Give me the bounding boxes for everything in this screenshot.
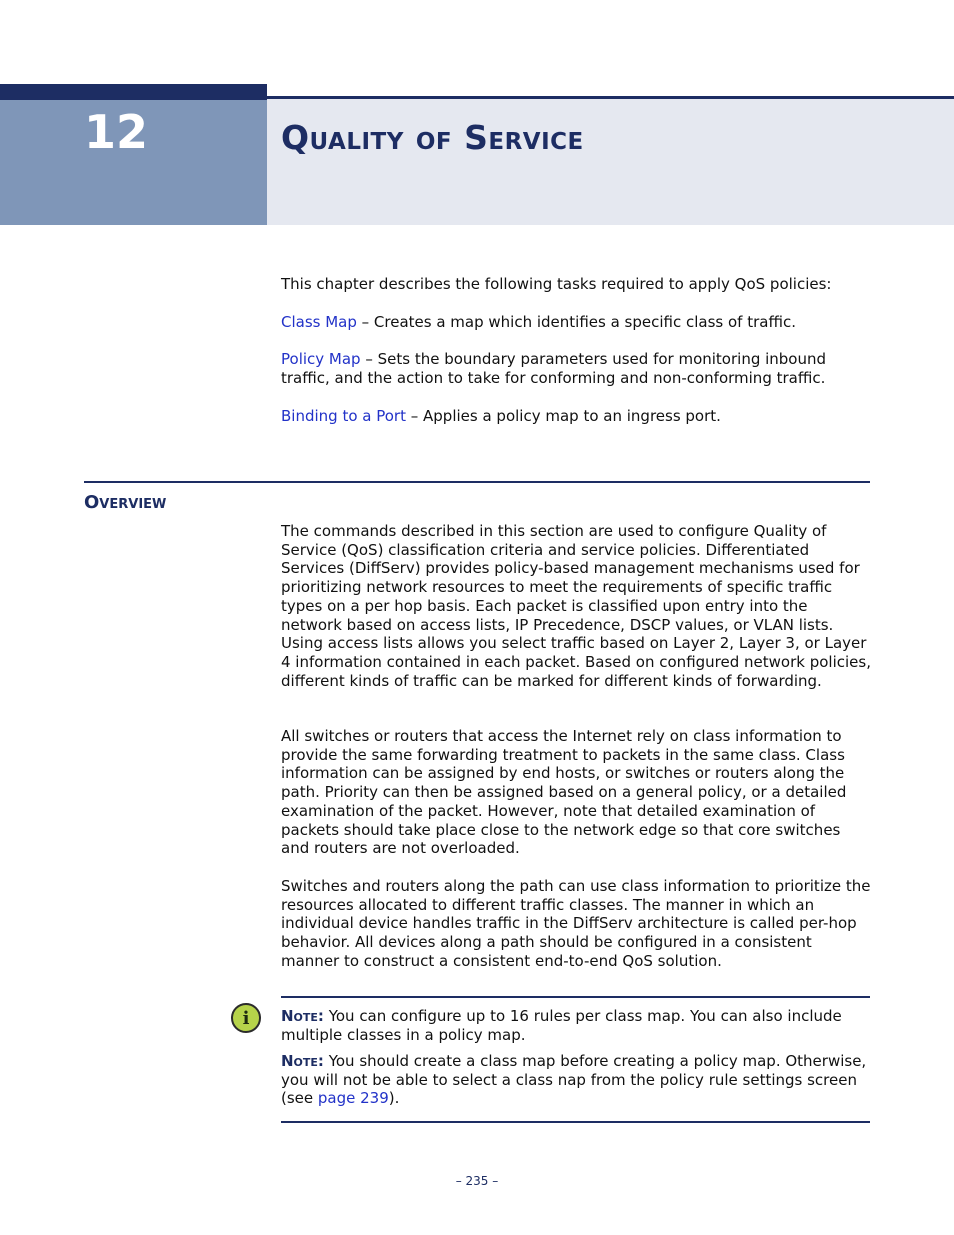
info-icon: i	[231, 1003, 261, 1033]
task-class-map	[281, 313, 871, 332]
overview-paragraph-2: All switches or routers that access the Internet rely on class information to provide the same forwarding treatment to packets in the same class. Class information can be assigned by end hosts, or switches or routers along the path. Priority can then be assigned based on a general policy, or a detailed examination of the packet. However, note that detailed examination of packets should take place close to the network edge so that core switches and routers are not overloaded.	[281, 727, 847, 858]
task-policy-map-text: – Sets the boundary parameters used for monitoring inbound traffic, and the action to take for conforming and non-conforming traffic.	[281, 350, 827, 387]
note-2	[281, 1052, 871, 1108]
note-label: Note:	[281, 1007, 324, 1025]
note-label: Note:	[281, 1052, 324, 1070]
overview-paragraph-3: Switches and routers along the path can use class information to prioritize the resources allocated to different traffic classes. The manner in which an individual device handles traffic in the DiffServ architecture is called per-hop behavior. All devices along a path should be configured in a consistent manner to construct a consistent end-to-end QoS solution.	[281, 877, 871, 970]
class-map-link[interactable]: Class Map	[281, 313, 357, 331]
note-1	[281, 1007, 871, 1044]
chapter-number: 12	[84, 105, 149, 159]
note-2-text-after: ).	[388, 1089, 400, 1108]
task-binding-port	[281, 407, 871, 426]
note-bottom-rule	[281, 1121, 870, 1123]
note-2-text-before: You should create a class map before creating a policy map. Otherwise, you will not be able to select a class nap from the policy rule settings screen (see	[281, 1052, 867, 1108]
binding-to-port-link[interactable]: Binding to a Port	[281, 407, 406, 425]
overview-paragraph-1: The commands described in this section are used to configure Quality of Service (QoS) classification criteria and service policies. Differentiated Services (DiffServ) provides policy-based management mechanisms used for prioritizing network resources to meet the requirements of specific traffic types on a per hop basis. Each packet is classified upon entry into the network based on access lists, IP Precedence, DSCP values, or VLAN lists. Using access lists allows you select traffic based on Layer 2, Layer 3, or Layer 4 information contained in each packet. Based on configured network policies, different kinds of traffic can be marked for different kinds of forwarding.	[281, 522, 871, 690]
page-number: – 235 –	[455, 1174, 499, 1188]
intro-lead: This chapter describes the following tasks required to apply QoS policies:	[281, 275, 832, 293]
page-239-link[interactable]: page 239	[317, 1089, 389, 1108]
overview-heading: Overview	[84, 492, 167, 513]
note-1-text: You can configure up to 16 rules per class map. You can also include multiple classes in a policy map.	[281, 1007, 842, 1044]
task-class-map-text: – Creates a map which identifies a specific class of traffic.	[356, 313, 796, 331]
task-binding-port-text: – Applies a policy map to an ingress port.	[405, 407, 721, 425]
task-policy-map	[281, 350, 871, 387]
policy-map-link[interactable]: Policy Map	[281, 350, 361, 368]
section-divider	[84, 481, 870, 483]
chapter-title: Quality of Service	[281, 118, 584, 157]
note-top-rule	[281, 996, 870, 998]
chapter-number-bar	[0, 84, 267, 100]
